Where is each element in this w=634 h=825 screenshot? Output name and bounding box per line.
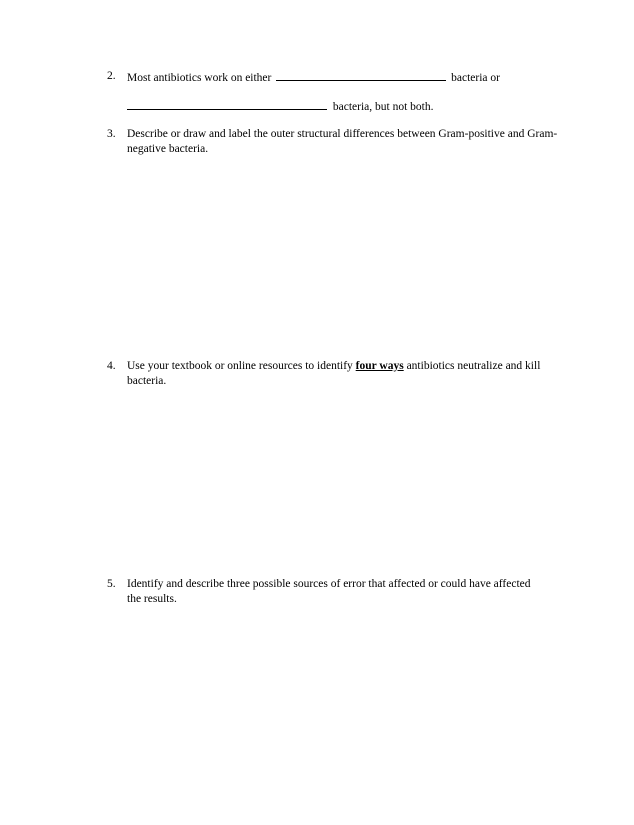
question-text-part: antibiotics neutralize and kill bacteria. — [127, 360, 541, 387]
question-number: 5. — [107, 578, 116, 590]
question-number: 2. — [107, 70, 116, 82]
question-text-part: Most antibiotics work on either — [127, 72, 272, 84]
question-text-part: bacteria, but not both. — [332, 101, 434, 113]
emphasis-text: four ways — [355, 360, 404, 372]
question-text: Identify and describe three possible sources of error that affected or could have affected the results. — [127, 578, 531, 605]
question-3 — [107, 127, 559, 157]
question-2 — [107, 69, 557, 86]
answer-blank-1[interactable] — [276, 69, 446, 81]
question-text — [127, 359, 559, 389]
question-text — [127, 69, 557, 86]
question-number: 4. — [107, 360, 116, 372]
answer-blank-2[interactable] — [127, 98, 327, 110]
question-number: 3. — [107, 128, 116, 140]
question-2-line-2 — [107, 98, 557, 115]
question-4 — [107, 359, 559, 389]
question-text-part: Use your textbook or online resources to identify — [127, 360, 353, 372]
question-5 — [107, 577, 547, 607]
question-text-part: bacteria or — [451, 72, 500, 84]
question-text: Describe or draw and label the outer structural differences between Gram-positive and Gram-negative bacteria. — [127, 128, 558, 155]
question-text — [127, 98, 557, 115]
